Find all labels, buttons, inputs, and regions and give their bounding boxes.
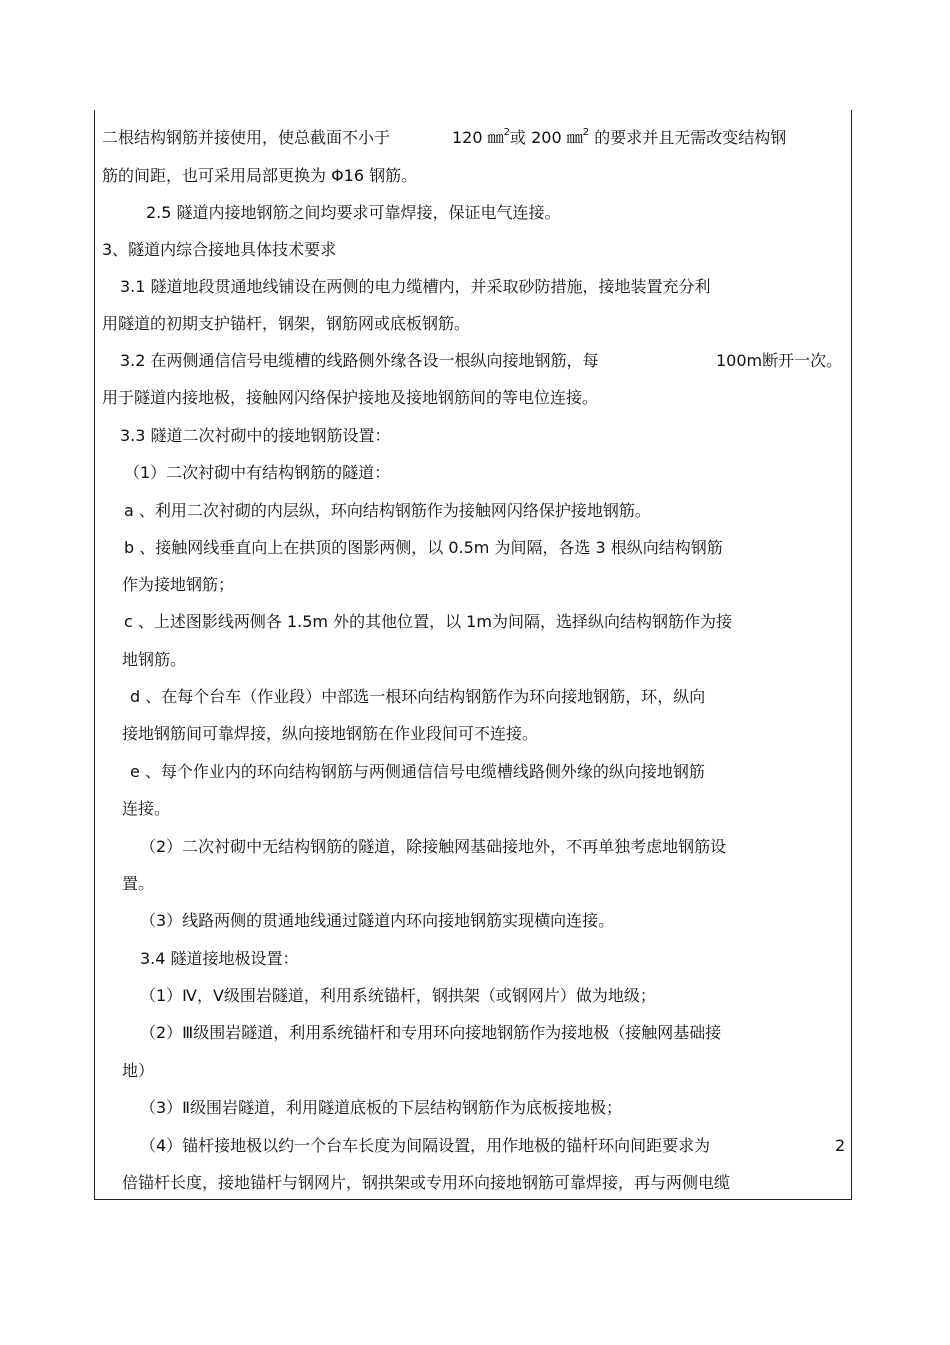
- text-segment: 的要求并且无需改变结构钢: [589, 128, 787, 147]
- text-line: 倍锚杆长度，接地锚杆与钢网片，钢拱架或专用环向接地钢筋可靠焊接，再与两侧电缆: [122, 1173, 731, 1192]
- text-line: 接地钢筋间可靠焊接，纵向接地钢筋在作业段间可不连接。: [122, 724, 539, 743]
- text-line: 地）: [122, 1061, 155, 1080]
- text-line: 筋的间距，也可采用局部更换为 Φ16 钢筋。: [102, 166, 418, 185]
- superscript: 2: [582, 127, 590, 138]
- text-line: 3.1 隧道地段贯通地线铺设在两侧的电力缆槽内，并采取砂防措施，接地装置充分利: [120, 277, 711, 296]
- text-line: 3.2 在两侧通信信号电缆槽的线路侧外缘各设一根纵向接地钢筋，每: [120, 351, 599, 370]
- area-value: 或 200 ㎜: [510, 128, 583, 147]
- text-line-1: [102, 128, 390, 148]
- text-line: （3）Ⅱ级围岩隧道，利用隧道底板的下层结构钢筋作为底板接地极；: [140, 1098, 623, 1117]
- text-line: （4）锚杆接地极以约一个台车长度为间隔设置，用作地极的锚杆环向间距要求为: [140, 1136, 711, 1155]
- section-heading: 3、隧道内综合接地具体技术要求: [102, 240, 337, 259]
- text-line: 3.4 隧道接地极设置：: [140, 949, 299, 968]
- text-line: b 、接触网线垂直向上在拱顶的图影两侧，以 0.5m 为间隔，各选 3 根纵向结构钢筋: [124, 538, 723, 557]
- text-line: （3）线路两侧的贯通地线通过隧道内环向接地钢筋实现横向连接。: [140, 911, 615, 930]
- text-line: 2: [835, 1136, 846, 1155]
- text-line: 100m断开一次。: [716, 351, 843, 370]
- text-line: 连接。: [122, 799, 171, 818]
- text-line: 3.3 隧道二次衬砌中的接地钢筋设置：: [120, 426, 391, 445]
- superscript: 2: [503, 127, 511, 138]
- text-line: 用于隧道内接地极，接触网闪络保护接地及接地钢筋间的等电位连接。: [102, 388, 599, 407]
- text-line: （1）Ⅳ，Ⅴ级围岩隧道，利用系统锚杆，钢拱架（或钢网片）做为地级；: [140, 986, 656, 1005]
- text-line: 2.5 隧道内接地钢筋之间均要求可靠焊接，保证电气连接。: [146, 203, 561, 222]
- text-line: c 、上述图影线两侧各 1.5m 外的其他位置，以 1m为间隔，选择纵向结构钢筋作为接: [124, 612, 732, 631]
- text-line: （1）二次衬砌中有结构钢筋的隧道：: [124, 463, 391, 482]
- text-line: 用隧道的初期支护锚杆，钢架，钢筋网或底板钢筋。: [102, 314, 471, 333]
- text-line: e 、每个作业内的环向结构钢筋与两侧通信信号电缆槽线路侧外缘的纵向接地钢筋: [130, 762, 705, 781]
- text-segment: 二根结构钢筋并接使用，使总截面不小于: [102, 128, 391, 147]
- text-line: a 、利用二次衬砌的内层纵，环向结构钢筋作为接触网闪络保护接地钢筋。: [124, 501, 651, 520]
- area-value: 120 ㎜: [452, 128, 504, 147]
- text-line: （2）Ⅲ级围岩隧道，利用系统锚杆和专用环向接地钢筋作为接地极（接触网基础接: [140, 1023, 722, 1042]
- text-line: （2）二次衬砌中无结构钢筋的隧道，除接触网基础接地外，不再单独考虑地钢筋设: [140, 837, 727, 856]
- text-line-1-tail: [452, 128, 786, 148]
- text-line: 作为接地钢筋；: [122, 575, 235, 594]
- text-line: d 、在每个台车（作业段）中部选一根环向结构钢筋作为环向接地钢筋，环，纵向: [130, 687, 706, 706]
- text-line: 置。: [122, 874, 155, 893]
- text-line: 地钢筋。: [122, 650, 187, 669]
